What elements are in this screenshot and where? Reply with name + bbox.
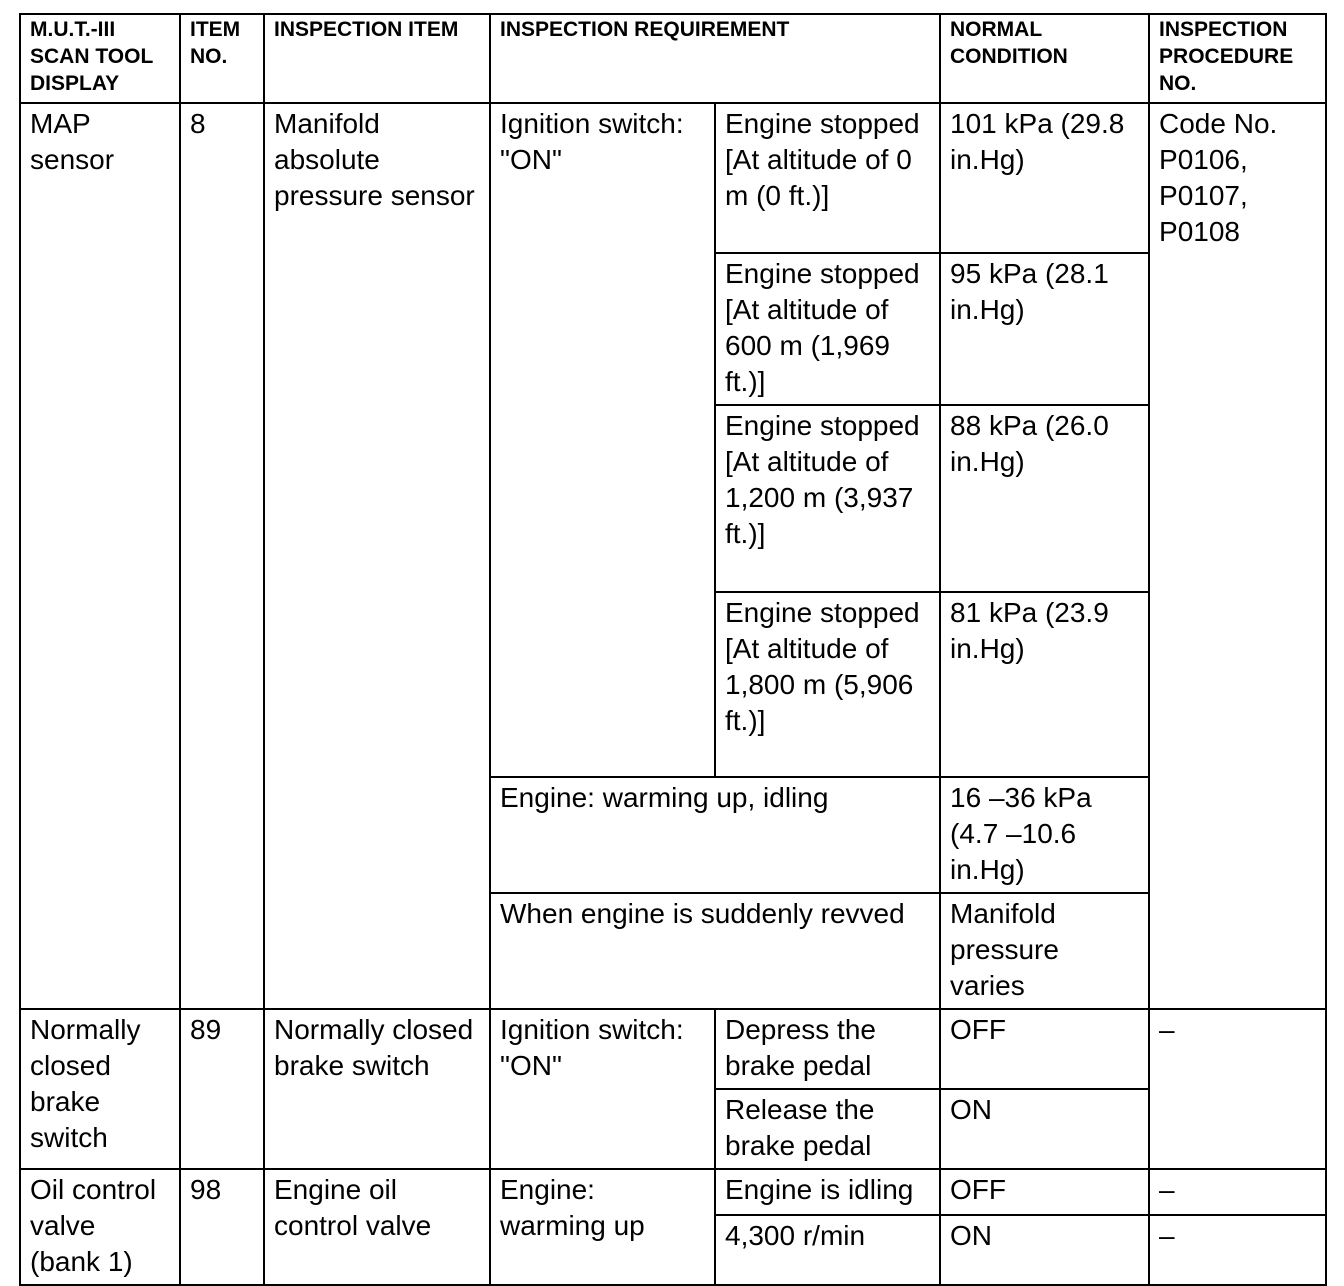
- brake-item-no: 89: [180, 1009, 264, 1169]
- map-alt0-normal: 101 kPa (29.8 in.Hg): [940, 103, 1149, 253]
- map-alt1800-normal: 81 kPa (23.9 in.Hg): [940, 592, 1149, 777]
- table-row: [20, 103, 1326, 253]
- header-normal-condition: NORMAL CONDITION: [940, 14, 1149, 103]
- brake-depress-normal: OFF: [940, 1009, 1149, 1089]
- map-rev-normal: Manifold pressure varies: [940, 893, 1149, 1009]
- ocv-rpm-condition: 4,300 r/min: [715, 1215, 940, 1285]
- map-alt1200-condition: Engine stopped [At altitude of 1,200 m (3,937 ft.)]: [715, 405, 940, 592]
- ocv-idle-procedure: –: [1149, 1169, 1326, 1215]
- ocv-rpm-normal: ON: [940, 1215, 1149, 1285]
- map-item-no: 8: [180, 103, 264, 1009]
- ocv-engine-requirement: Engine: warming up: [490, 1169, 715, 1285]
- ocv-inspection-item: Engine oil control valve: [264, 1169, 490, 1285]
- map-alt0-condition: Engine stopped [At altitude of 0 m (0 ft.)]: [715, 103, 940, 253]
- map-display: MAP sensor: [20, 103, 180, 1009]
- header-item-no: ITEM NO.: [180, 14, 264, 103]
- header-scan-tool-display: M.U.T.-III SCAN TOOL DISPLAY: [20, 14, 180, 103]
- brake-inspection-item: Normally closed brake switch: [264, 1009, 490, 1169]
- table-row: [20, 1009, 1326, 1089]
- ocv-idle-condition: Engine is idling: [715, 1169, 940, 1215]
- map-rev-condition: When engine is suddenly revved: [490, 893, 940, 1009]
- brake-display: Normally closed brake switch: [20, 1009, 180, 1169]
- brake-ignition-requirement: Ignition switch: "ON": [490, 1009, 715, 1169]
- map-alt1200-normal: 88 kPa (26.0 in.Hg): [940, 405, 1149, 592]
- header-inspection-item: INSPECTION ITEM: [264, 14, 490, 103]
- ocv-rpm-procedure: –: [1149, 1215, 1326, 1285]
- map-procedure: Code No. P0106, P0107, P0108: [1149, 103, 1326, 1009]
- map-ignition-requirement: Ignition switch: "ON": [490, 103, 715, 777]
- header-procedure-no: INSPECTION PROCEDURE NO.: [1149, 14, 1326, 103]
- map-alt1800-condition: Engine stopped [At altitude of 1,800 m (5,906 ft.)]: [715, 592, 940, 777]
- ocv-display: Oil control valve (bank 1): [20, 1169, 180, 1285]
- table-row: [20, 1169, 1326, 1215]
- header-row: [20, 14, 1326, 103]
- map-idle-condition: Engine: warming up, idling: [490, 777, 940, 893]
- brake-depress-condition: Depress the brake pedal: [715, 1009, 940, 1089]
- ocv-item-no: 98: [180, 1169, 264, 1285]
- map-idle-normal: 16 –36 kPa (4.7 –10.6 in.Hg): [940, 777, 1149, 893]
- brake-procedure: –: [1149, 1009, 1326, 1169]
- map-inspection-item: Manifold absolute pressure sensor: [264, 103, 490, 1009]
- brake-release-normal: ON: [940, 1089, 1149, 1169]
- brake-release-condition: Release the brake pedal: [715, 1089, 940, 1169]
- map-alt600-normal: 95 kPa (28.1 in.Hg): [940, 253, 1149, 405]
- map-alt600-condition: Engine stopped [At altitude of 600 m (1,969 ft.)]: [715, 253, 940, 405]
- header-inspection-requirement: INSPECTION REQUIREMENT: [490, 14, 940, 103]
- ocv-idle-normal: OFF: [940, 1169, 1149, 1215]
- inspection-table: [19, 13, 1327, 1286]
